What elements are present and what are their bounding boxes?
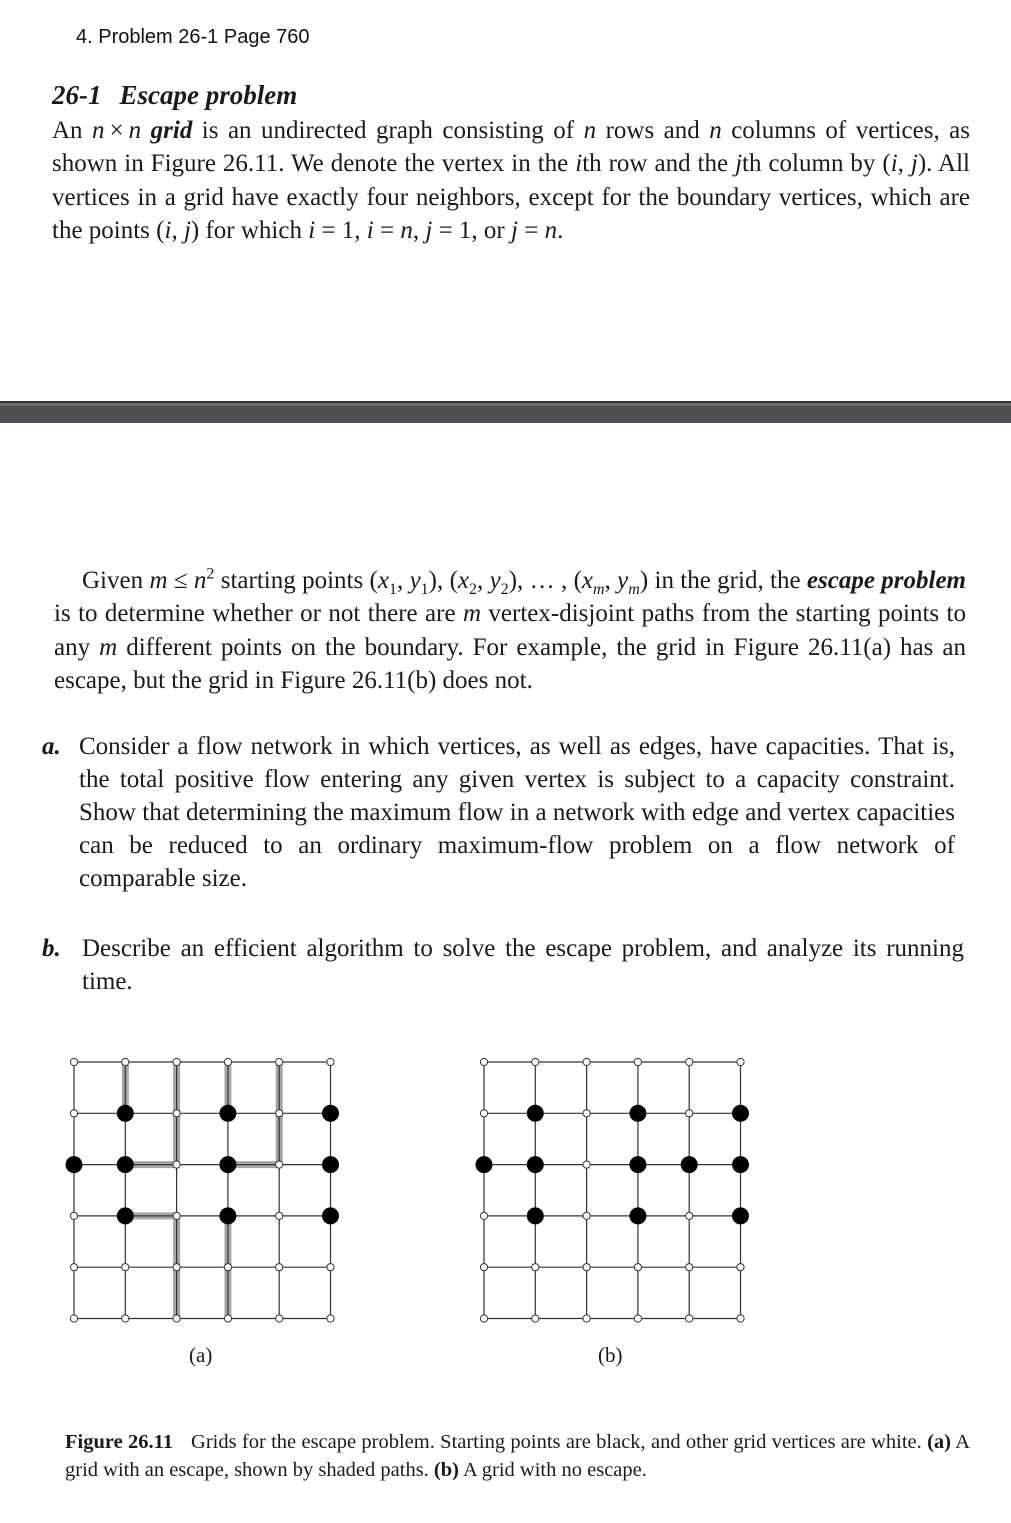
figure-number: Figure 26.11 [65, 1431, 174, 1453]
grid-b-starting-vertex [527, 1207, 544, 1224]
grid-b-grid-vertex [583, 1212, 590, 1219]
escape-problem-paragraph: Given $m \le n^2$ starting points ($x_1$, $y_1$), ($x_2$, $y_2$), … , ($x_m$, $y_m$) in the grid, the escape problem is to determine whether or not there are m vertex-disjoint paths from the starting points to any m different points on the boundary. For example, the grid in Figure 26.11(a) has an escape, but the grid in Figure 26.11(b) does not. [54, 565, 966, 695]
grid-a-starting-vertex [322, 1207, 339, 1224]
grid-definition-paragraph: An n × n grid is an undirected graph consisting of n rows and n columns of vertices, as shown in Figure 26.11. We denote the vertex in the ith row and the jth column by (i, j). All vertices in a grid have exactly four neighbors, except for the boundary vertices, which are the points (i, j) for which i = 1, i = n, j = 1, or j = n. [52, 117, 970, 245]
grid-b-grid-vertex [686, 1264, 693, 1271]
grid-a-grid-vertex [173, 1058, 180, 1065]
grid-b-grid-vertex [583, 1058, 590, 1065]
grid-b-grid-vertex [583, 1110, 590, 1117]
grid-b-grid-vertex [634, 1315, 641, 1322]
grid-b-grid-vertex [480, 1264, 487, 1271]
grid-b-starting-vertex [476, 1156, 493, 1173]
grid-a-grid-vertex [173, 1110, 180, 1117]
grid-b-grid-vertex [737, 1264, 744, 1271]
grid-a-starting-vertex [117, 1156, 134, 1173]
grid-a-grid-vertex [70, 1110, 77, 1117]
grid-a-grid-vertex [70, 1212, 77, 1219]
problem-name: Escape problem [119, 80, 298, 110]
grid-b-starting-vertex [732, 1156, 749, 1173]
grid-b-grid-vertex [583, 1264, 590, 1271]
grid-a-grid-vertex [276, 1212, 283, 1219]
grid-a-grid-vertex [224, 1264, 231, 1271]
grid-b-grid-vertex [686, 1212, 693, 1219]
grid-a-grid-vertex [70, 1315, 77, 1322]
grid-a-grid-vertex [173, 1161, 180, 1168]
grid-a-starting-vertex [219, 1105, 236, 1122]
grid-b-label: (b) [598, 1343, 623, 1367]
grid-b-grid-vertex [532, 1264, 539, 1271]
grid-a-starting-vertex [219, 1207, 236, 1224]
part-b-text: Describe an efficient algorithm to solve the escape problem, and analyze its running time. [82, 935, 964, 995]
page-separator-bar [0, 401, 1011, 423]
grid-b-grid-vertex [583, 1315, 590, 1322]
grid-a-grid-vertex [327, 1264, 334, 1271]
grid-a-grid-vertex [173, 1315, 180, 1322]
grid-b-grid-vertex [532, 1058, 539, 1065]
grid-b-grid-vertex [686, 1315, 693, 1322]
grid-b-grid-vertex [480, 1110, 487, 1117]
grid-b-starting-vertex [732, 1105, 749, 1122]
grid-b-grid-vertex [686, 1058, 693, 1065]
grid-a-grid-vertex [327, 1315, 334, 1322]
grid-a-grid-vertex [173, 1264, 180, 1271]
grid-b-starting-vertex [629, 1156, 646, 1173]
grid-b-grid-vertex [480, 1058, 487, 1065]
part-a-label: a. [42, 733, 61, 760]
grid-b-grid-vertex [480, 1315, 487, 1322]
part-b [42, 932, 964, 1002]
grid-b-starting-vertex [527, 1156, 544, 1173]
grid-b-grid-vertex [583, 1161, 590, 1168]
grid-b-starting-vertex [629, 1105, 646, 1122]
grid-a-grid-vertex [276, 1264, 283, 1271]
grid-b-grid-vertex [737, 1058, 744, 1065]
grid-a-grid-vertex [70, 1264, 77, 1271]
grid-a-grid-vertex [276, 1315, 283, 1322]
problem-title [52, 80, 297, 111]
part-a [42, 730, 956, 900]
grid-a-starting-vertex [219, 1156, 236, 1173]
figure-caption: Figure 26.11 Grids for the escape problem. Starting points are black, and other grid vertices are white. (a) A grid with an escape, shown by shaded paths. (b) A grid with no escape. [65, 1431, 970, 1481]
grid-b-starting-vertex [629, 1207, 646, 1224]
grid-a-starting-vertex [117, 1207, 134, 1224]
grid-a-grid-vertex [276, 1110, 283, 1117]
grid-b-grid-vertex [532, 1315, 539, 1322]
grid-b-grid-vertex [480, 1212, 487, 1219]
grid-a-grid-vertex [173, 1212, 180, 1219]
grid-b-starting-vertex [681, 1156, 698, 1173]
part-b-label: b. [42, 935, 61, 962]
grid-a-starting-vertex [117, 1105, 134, 1122]
grid-b-starting-vertex [732, 1207, 749, 1224]
grid-b-grid-vertex [686, 1110, 693, 1117]
grid-b-grid-vertex [634, 1264, 641, 1271]
grid-b-grid-vertex [737, 1315, 744, 1322]
grid-a-grid-vertex [122, 1058, 129, 1065]
grid-a-starting-vertex [66, 1156, 83, 1173]
grid-a-grid-vertex [122, 1315, 129, 1322]
grid-a-starting-vertex [322, 1156, 339, 1173]
grid-a-grid-vertex [122, 1264, 129, 1271]
figure-26-11-grids [60, 1045, 760, 1375]
grid-a-starting-vertex [322, 1105, 339, 1122]
grid-a-grid-vertex [276, 1161, 283, 1168]
question-header: 4. Problem 26-1 Page 760 [76, 26, 310, 48]
grid-a-grid-vertex [276, 1058, 283, 1065]
part-a-text: Consider a flow network in which vertices, as well as edges, have capacities. That is, the total positive flow entering any given vertex is subject to a capacity constraint. Show that determining the maximum flow in a network with edge and vertex capacities can be reduced to an ordinary maximum-flow problem on a flow network of comparable size. [79, 733, 955, 892]
grid-a-grid-vertex [70, 1058, 77, 1065]
grid-a-grid-vertex [224, 1315, 231, 1322]
grid-b-starting-vertex [527, 1105, 544, 1122]
grid-a-label: (a) [189, 1343, 213, 1367]
grid-a-grid-vertex [224, 1058, 231, 1065]
grid-a-grid-vertex [327, 1058, 334, 1065]
grid-b-grid-vertex [634, 1058, 641, 1065]
problem-number: 26-1 [52, 80, 102, 110]
